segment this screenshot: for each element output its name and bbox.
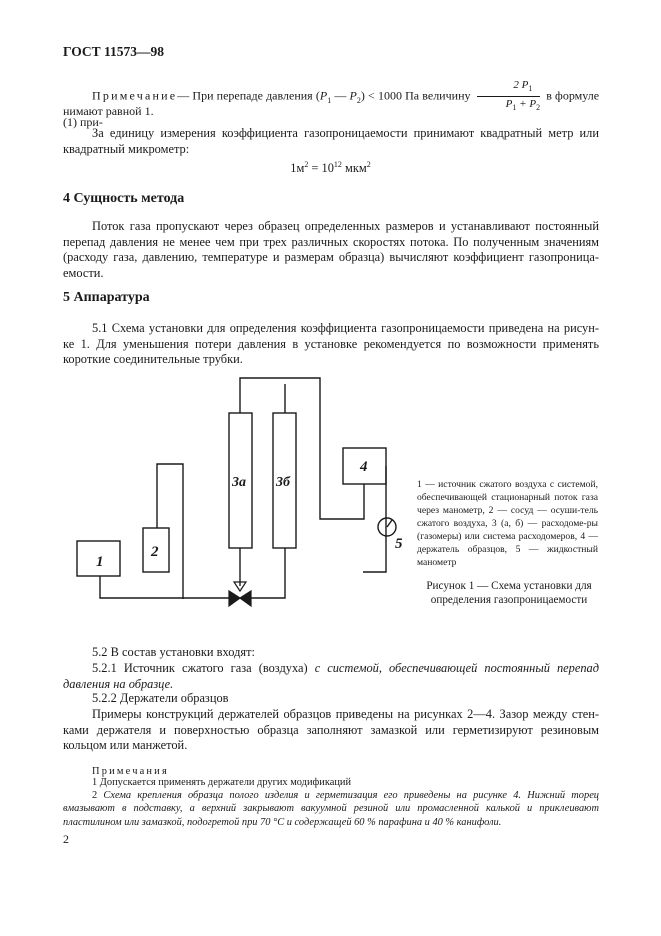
clause-5-2-2-text: Примеры конструкций держателей образцов приведены на рисунках 2—4. Зазор между стен-ками держателя и поверхностью образца заполняют замазкой или герметизируют резиновым кольцом или манжетой.: [63, 707, 599, 753]
pressure-fraction: $\frac{2 P_1}{P_1 + P_2}$: [477, 79, 540, 114]
note-pressure-cont: нимают равной 1.: [63, 104, 154, 118]
note-pressure: Примечание— При перепаде давления ($P_1$ — $P_2) < 1000$ Па величину $\frac{2 P_1}{P_1 + P_2}$ в формуле (1) при-: [63, 79, 600, 130]
figure-caption: Рисунок 1 — Схема установки для определения газопроницаемости: [426, 580, 592, 606]
figure-legend: 1 — источник сжатого воздуха с системой, обеспечивающей стационарный поток газа через манометр, 2 — сосуд — осуши-тель сжатого воздуха, 3 (а, б) — расходоме-ры (газомеры) или система расходомеров, 4 — держатель образцов, 5 — жидкостный манометр: [417, 479, 598, 568]
section-4-heading: 4 Сущность метода: [63, 191, 185, 206]
page-number: 2: [63, 832, 69, 846]
unit-formula: $1м^2 = 10^{12}$ мкм$^2$: [290, 160, 371, 176]
clause-5-1: 5.1 Схема установки для определения коэффициента газопроницаемости приведена на рисун-ке 1. Для уменьшения потери давления в установке рекомендуется по возможности применять короткие соединительные трубки.: [63, 321, 599, 367]
clause-5-2: 5.2 В состав установки входят:: [92, 645, 255, 659]
label-1: 1: [96, 554, 104, 570]
label-3b: 3б: [276, 475, 290, 490]
section-5-heading: 5 Аппаратура: [63, 290, 150, 305]
label-2: 2: [151, 544, 159, 560]
label-5: 5: [395, 536, 403, 552]
clause-5-2-1: 5.2.1 Источник сжатого газа (воздуха) с системой, обеспечивающей постоянный перепад давления на образце.: [63, 661, 600, 691]
notes-title: Примечания: [92, 766, 169, 777]
clause-5-2-2: 5.2.2 Держатели образцов: [92, 691, 229, 705]
unit-paragraph: За единицу измерения коэффициента газопроницаемости принимают квадратный метр или квадратный микрометр:: [63, 126, 599, 156]
section-4-text: Поток газа пропускают через образец определенных размеров и устанавливают постоянный перепад давления не менее чем при трех различных скоростях потока. По полученным значениям (расходу газа, давлению, температуре и размерам образца) вычисляют коэффициент газопроница-емости.: [63, 219, 599, 280]
label-3a: 3а: [232, 475, 246, 490]
document-header: ГОСТ 11573—98: [63, 44, 165, 59]
note-2: 2 Схема крепления образца полого изделия и герметизация его приведены на рисунке 4. Нижний торец вмазывают в подставку, а верхний закрывают вакуумной резиной или промасленной калькой и приклеивают пластилином или замазкой, подогретой при 70 °С и содержащей 60 % парафина и 40 % канифоли.: [63, 790, 600, 828]
apparatus-diagram: [60, 370, 420, 610]
label-4: 4: [360, 459, 368, 475]
note-1: 1 Допускается применять держатели других модификаций: [92, 777, 351, 788]
note-label: Примечание: [92, 88, 178, 103]
